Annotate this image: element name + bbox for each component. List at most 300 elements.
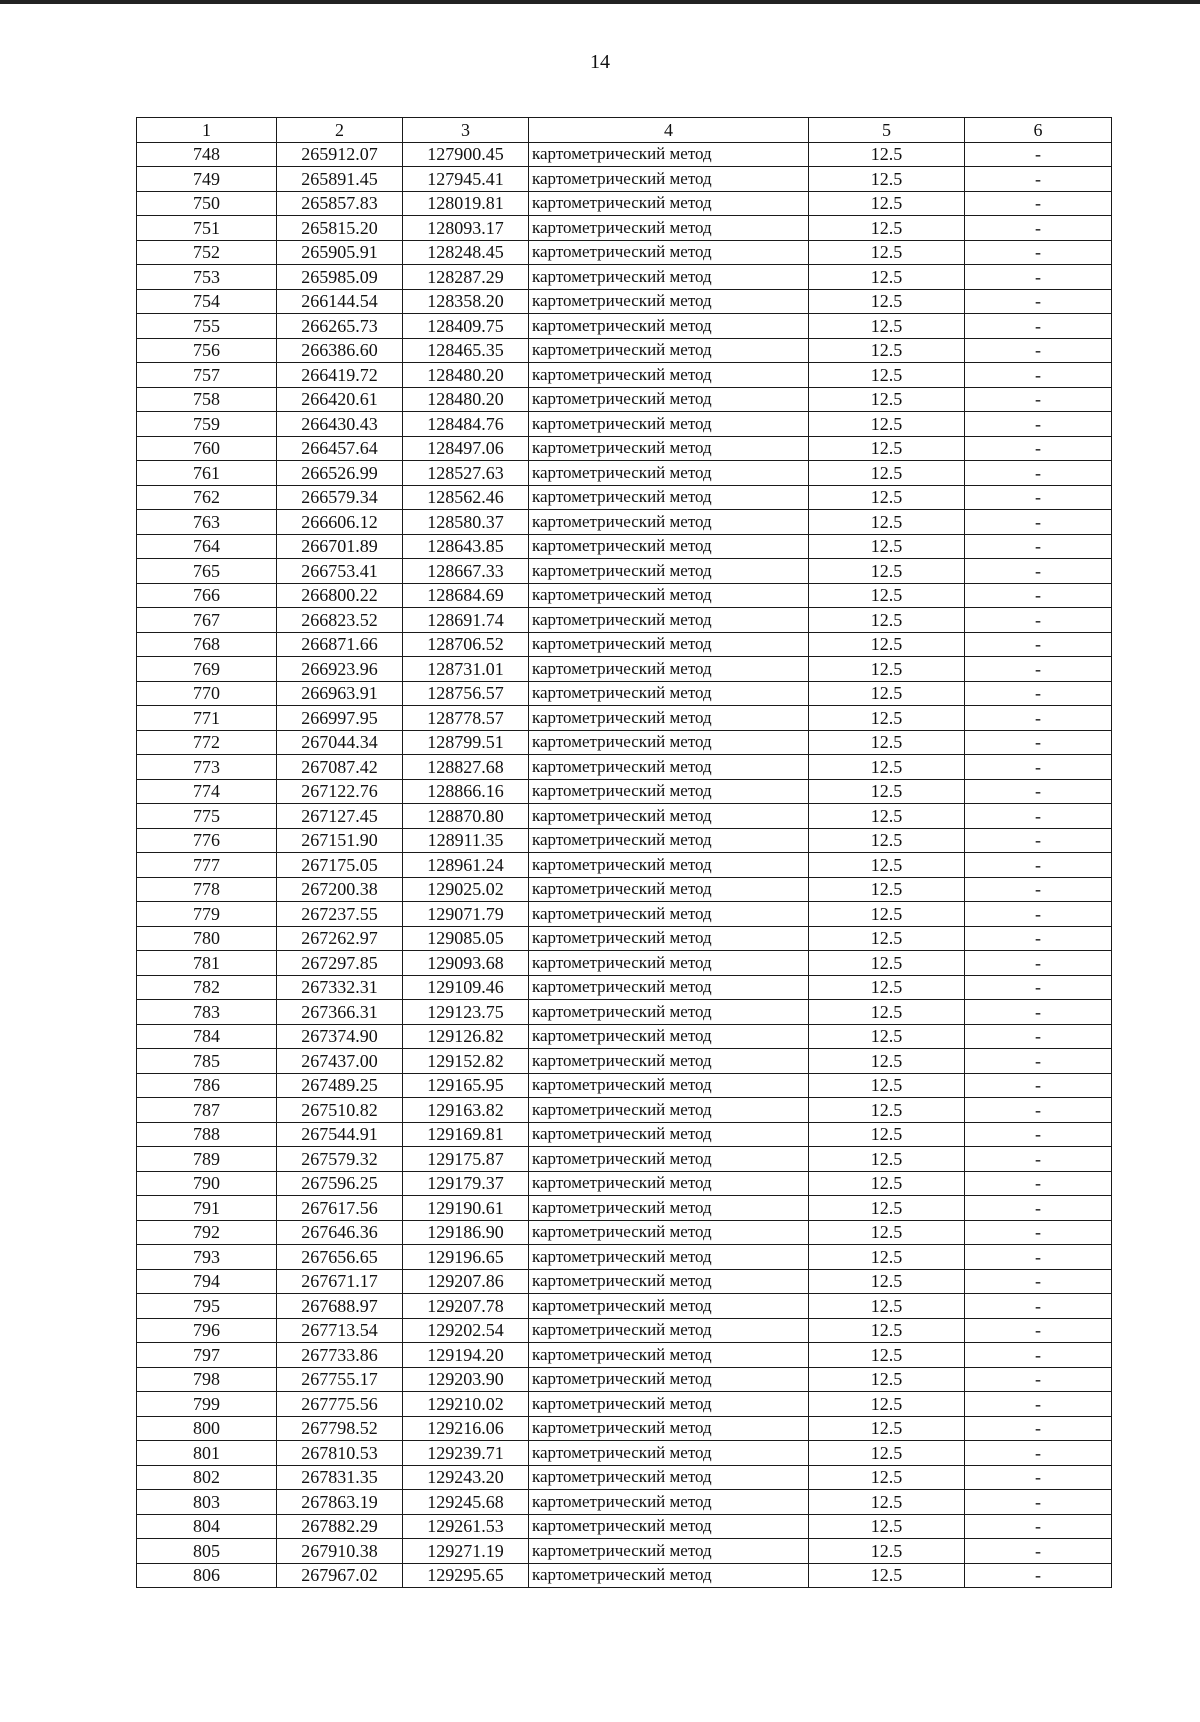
method-cell: картометрический метод [529,412,809,437]
note-cell: - [965,461,1112,486]
y-coordinate-cell: 129093.68 [403,951,529,976]
table-row [137,583,1112,608]
y-coordinate-cell: 129203.90 [403,1367,529,1392]
table-row [137,1343,1112,1368]
method-cell: картометрический метод [529,1490,809,1515]
table-row [137,681,1112,706]
note-cell: - [965,1024,1112,1049]
method-cell: картометрический метод [529,1294,809,1319]
table-row [137,559,1112,584]
method-cell: картометрический метод [529,853,809,878]
note-cell: - [965,681,1112,706]
table-row [137,853,1112,878]
accuracy-cell: 12.5 [809,265,965,290]
x-coordinate-cell: 267646.36 [277,1220,403,1245]
x-coordinate-cell: 267596.25 [277,1171,403,1196]
point-number-cell: 753 [137,265,277,290]
accuracy-cell: 12.5 [809,1392,965,1417]
table-row [137,142,1112,167]
accuracy-cell: 12.5 [809,1490,965,1515]
note-cell: - [965,1563,1112,1588]
accuracy-cell: 12.5 [809,436,965,461]
point-number-cell: 783 [137,1000,277,1025]
table-row [137,1220,1112,1245]
x-coordinate-cell: 267437.00 [277,1049,403,1074]
accuracy-cell: 12.5 [809,1196,965,1221]
note-cell: - [965,240,1112,265]
point-number-cell: 785 [137,1049,277,1074]
accuracy-cell: 12.5 [809,240,965,265]
table-row [137,804,1112,829]
accuracy-cell: 12.5 [809,1318,965,1343]
method-cell: картометрический метод [529,338,809,363]
accuracy-cell: 12.5 [809,1220,965,1245]
y-coordinate-cell: 128667.33 [403,559,529,584]
x-coordinate-cell: 267810.53 [277,1441,403,1466]
note-cell: - [965,853,1112,878]
x-coordinate-cell: 267366.31 [277,1000,403,1025]
accuracy-cell: 12.5 [809,608,965,633]
note-cell: - [965,1539,1112,1564]
table-row [137,1269,1112,1294]
method-cell: картометрический метод [529,534,809,559]
method-cell: картометрический метод [529,608,809,633]
accuracy-cell: 12.5 [809,1024,965,1049]
table-row [137,1000,1112,1025]
accuracy-cell: 12.5 [809,1073,965,1098]
note-cell: - [965,1343,1112,1368]
method-cell: картометрический метод [529,1049,809,1074]
note-cell: - [965,828,1112,853]
point-number-cell: 803 [137,1490,277,1515]
table-row [137,1245,1112,1270]
x-coordinate-cell: 267332.31 [277,975,403,1000]
method-cell: картометрический метод [529,1245,809,1270]
point-number-cell: 774 [137,779,277,804]
x-coordinate-cell: 266386.60 [277,338,403,363]
y-coordinate-cell: 129175.87 [403,1147,529,1172]
note-cell: - [965,1000,1112,1025]
coordinates-table-container [136,117,1111,1588]
accuracy-cell: 12.5 [809,926,965,951]
point-number-cell: 752 [137,240,277,265]
method-cell: картометрический метод [529,1147,809,1172]
y-coordinate-cell: 129243.20 [403,1465,529,1490]
accuracy-cell: 12.5 [809,779,965,804]
point-number-cell: 763 [137,510,277,535]
note-cell: - [965,338,1112,363]
point-number-cell: 760 [137,436,277,461]
note-cell: - [965,1098,1112,1123]
table-row [137,387,1112,412]
accuracy-cell: 12.5 [809,191,965,216]
y-coordinate-cell: 128756.57 [403,681,529,706]
x-coordinate-cell: 267374.90 [277,1024,403,1049]
table-row [137,730,1112,755]
table-header [137,118,1112,143]
point-number-cell: 773 [137,755,277,780]
point-number-cell: 786 [137,1073,277,1098]
point-number-cell: 788 [137,1122,277,1147]
table-row [137,951,1112,976]
point-number-cell: 795 [137,1294,277,1319]
x-coordinate-cell: 266701.89 [277,534,403,559]
point-number-cell: 796 [137,1318,277,1343]
point-number-cell: 756 [137,338,277,363]
accuracy-cell: 12.5 [809,142,965,167]
accuracy-cell: 12.5 [809,853,965,878]
table-row [137,1318,1112,1343]
scan-top-border [0,0,1200,4]
x-coordinate-cell: 265857.83 [277,191,403,216]
point-number-cell: 771 [137,706,277,731]
point-number-cell: 800 [137,1416,277,1441]
method-cell: картометрический метод [529,289,809,314]
page-number: 14 [590,51,610,73]
accuracy-cell: 12.5 [809,877,965,902]
y-coordinate-cell: 128911.35 [403,828,529,853]
x-coordinate-cell: 266457.64 [277,436,403,461]
note-cell: - [965,926,1112,951]
y-coordinate-cell: 128961.24 [403,853,529,878]
y-coordinate-cell: 128409.75 [403,314,529,339]
table-row [137,510,1112,535]
point-number-cell: 797 [137,1343,277,1368]
x-coordinate-cell: 267175.05 [277,853,403,878]
table-row [137,902,1112,927]
y-coordinate-cell: 129169.81 [403,1122,529,1147]
y-coordinate-cell: 129152.82 [403,1049,529,1074]
accuracy-cell: 12.5 [809,657,965,682]
method-cell: картометрический метод [529,240,809,265]
point-number-cell: 762 [137,485,277,510]
header-col-3: 3 [403,118,529,143]
method-cell: картометрический метод [529,1441,809,1466]
note-cell: - [965,632,1112,657]
x-coordinate-cell: 266265.73 [277,314,403,339]
y-coordinate-cell: 128799.51 [403,730,529,755]
point-number-cell: 799 [137,1392,277,1417]
note-cell: - [965,706,1112,731]
method-cell: картометрический метод [529,1171,809,1196]
accuracy-cell: 12.5 [809,167,965,192]
accuracy-cell: 12.5 [809,534,965,559]
method-cell: картометрический метод [529,951,809,976]
y-coordinate-cell: 128093.17 [403,216,529,241]
y-coordinate-cell: 128358.20 [403,289,529,314]
table-row [137,1024,1112,1049]
table-row [137,1441,1112,1466]
note-cell: - [965,216,1112,241]
table-row [137,534,1112,559]
table-body [137,142,1112,1588]
x-coordinate-cell: 267579.32 [277,1147,403,1172]
x-coordinate-cell: 267510.82 [277,1098,403,1123]
note-cell: - [965,510,1112,535]
note-cell: - [965,951,1112,976]
y-coordinate-cell: 128497.06 [403,436,529,461]
x-coordinate-cell: 267775.56 [277,1392,403,1417]
method-cell: картометрический метод [529,363,809,388]
method-cell: картометрический метод [529,1220,809,1245]
x-coordinate-cell: 267617.56 [277,1196,403,1221]
accuracy-cell: 12.5 [809,1122,965,1147]
y-coordinate-cell: 129025.02 [403,877,529,902]
x-coordinate-cell: 267831.35 [277,1465,403,1490]
table-row [137,412,1112,437]
accuracy-cell: 12.5 [809,951,965,976]
method-cell: картометрический метод [529,1392,809,1417]
method-cell: картометрический метод [529,1269,809,1294]
accuracy-cell: 12.5 [809,1465,965,1490]
method-cell: картометрический метод [529,804,809,829]
y-coordinate-cell: 128527.63 [403,461,529,486]
accuracy-cell: 12.5 [809,632,965,657]
method-cell: картометрический метод [529,902,809,927]
accuracy-cell: 12.5 [809,559,965,584]
x-coordinate-cell: 267122.76 [277,779,403,804]
point-number-cell: 784 [137,1024,277,1049]
table-row [137,1294,1112,1319]
accuracy-cell: 12.5 [809,461,965,486]
y-coordinate-cell: 128706.52 [403,632,529,657]
header-col-1: 1 [137,118,277,143]
method-cell: картометрический метод [529,632,809,657]
y-coordinate-cell: 129194.20 [403,1343,529,1368]
point-number-cell: 772 [137,730,277,755]
x-coordinate-cell: 266963.91 [277,681,403,706]
method-cell: картометрический метод [529,1465,809,1490]
method-cell: картометрический метод [529,755,809,780]
y-coordinate-cell: 129210.02 [403,1392,529,1417]
y-coordinate-cell: 128870.80 [403,804,529,829]
note-cell: - [965,804,1112,829]
y-coordinate-cell: 129179.37 [403,1171,529,1196]
table-row [137,1563,1112,1588]
point-number-cell: 806 [137,1563,277,1588]
note-cell: - [965,1367,1112,1392]
accuracy-cell: 12.5 [809,387,965,412]
x-coordinate-cell: 266579.34 [277,485,403,510]
note-cell: - [965,1465,1112,1490]
y-coordinate-cell: 127900.45 [403,142,529,167]
table-row [137,216,1112,241]
table-row [137,1490,1112,1515]
y-coordinate-cell: 129109.46 [403,975,529,1000]
method-cell: картометрический метод [529,510,809,535]
method-cell: картометрический метод [529,706,809,731]
y-coordinate-cell: 129216.06 [403,1416,529,1441]
table-row [137,779,1112,804]
method-cell: картометрический метод [529,387,809,412]
x-coordinate-cell: 267656.65 [277,1245,403,1270]
method-cell: картометрический метод [529,975,809,1000]
y-coordinate-cell: 128684.69 [403,583,529,608]
accuracy-cell: 12.5 [809,681,965,706]
table-row [137,1416,1112,1441]
y-coordinate-cell: 128480.20 [403,363,529,388]
note-cell: - [965,779,1112,804]
method-cell: картометрический метод [529,681,809,706]
y-coordinate-cell: 129186.90 [403,1220,529,1245]
note-cell: - [965,730,1112,755]
y-coordinate-cell: 128480.20 [403,387,529,412]
method-cell: картометрический метод [529,926,809,951]
x-coordinate-cell: 267882.29 [277,1514,403,1539]
x-coordinate-cell: 267688.97 [277,1294,403,1319]
x-coordinate-cell: 266420.61 [277,387,403,412]
method-cell: картометрический метод [529,461,809,486]
note-cell: - [965,1392,1112,1417]
y-coordinate-cell: 129271.19 [403,1539,529,1564]
note-cell: - [965,1245,1112,1270]
x-coordinate-cell: 267200.38 [277,877,403,902]
note-cell: - [965,608,1112,633]
table-row [137,926,1112,951]
y-coordinate-cell: 129123.75 [403,1000,529,1025]
table-row [137,828,1112,853]
accuracy-cell: 12.5 [809,1098,965,1123]
x-coordinate-cell: 267044.34 [277,730,403,755]
coordinates-table [136,117,1112,1588]
x-coordinate-cell: 267087.42 [277,755,403,780]
table-row [137,363,1112,388]
y-coordinate-cell: 129163.82 [403,1098,529,1123]
x-coordinate-cell: 267863.19 [277,1490,403,1515]
x-coordinate-cell: 267967.02 [277,1563,403,1588]
x-coordinate-cell: 266800.22 [277,583,403,608]
accuracy-cell: 12.5 [809,975,965,1000]
x-coordinate-cell: 267755.17 [277,1367,403,1392]
point-number-cell: 758 [137,387,277,412]
x-coordinate-cell: 266526.99 [277,461,403,486]
note-cell: - [965,1147,1112,1172]
y-coordinate-cell: 128287.29 [403,265,529,290]
note-cell: - [965,1220,1112,1245]
method-cell: картометрический метод [529,1000,809,1025]
x-coordinate-cell: 265985.09 [277,265,403,290]
point-number-cell: 776 [137,828,277,853]
header-row [137,118,1112,143]
point-number-cell: 765 [137,559,277,584]
x-coordinate-cell: 266871.66 [277,632,403,657]
method-cell: картометрический метод [529,1024,809,1049]
note-cell: - [965,902,1112,927]
note-cell: - [965,412,1112,437]
note-cell: - [965,314,1112,339]
note-cell: - [965,1441,1112,1466]
note-cell: - [965,1073,1112,1098]
method-cell: картометрический метод [529,657,809,682]
note-cell: - [965,1490,1112,1515]
point-number-cell: 793 [137,1245,277,1270]
table-row [137,1392,1112,1417]
method-cell: картометрический метод [529,1196,809,1221]
accuracy-cell: 12.5 [809,1294,965,1319]
point-number-cell: 764 [137,534,277,559]
accuracy-cell: 12.5 [809,1416,965,1441]
accuracy-cell: 12.5 [809,1269,965,1294]
method-cell: картометрический метод [529,1416,809,1441]
point-number-cell: 805 [137,1539,277,1564]
point-number-cell: 804 [137,1514,277,1539]
accuracy-cell: 12.5 [809,363,965,388]
x-coordinate-cell: 267713.54 [277,1318,403,1343]
note-cell: - [965,755,1112,780]
x-coordinate-cell: 266823.52 [277,608,403,633]
y-coordinate-cell: 127945.41 [403,167,529,192]
point-number-cell: 789 [137,1147,277,1172]
method-cell: картометрический метод [529,142,809,167]
y-coordinate-cell: 129085.05 [403,926,529,951]
table-row [137,632,1112,657]
accuracy-cell: 12.5 [809,804,965,829]
note-cell: - [965,534,1112,559]
method-cell: картометрический метод [529,1122,809,1147]
y-coordinate-cell: 129190.61 [403,1196,529,1221]
accuracy-cell: 12.5 [809,755,965,780]
note-cell: - [965,191,1112,216]
note-cell: - [965,583,1112,608]
table-row [137,240,1112,265]
x-coordinate-cell: 266753.41 [277,559,403,584]
accuracy-cell: 12.5 [809,289,965,314]
point-number-cell: 749 [137,167,277,192]
table-row [137,975,1112,1000]
note-cell: - [965,167,1112,192]
accuracy-cell: 12.5 [809,1563,965,1588]
note-cell: - [965,363,1112,388]
y-coordinate-cell: 129196.65 [403,1245,529,1270]
table-row [137,1196,1112,1221]
y-coordinate-cell: 129202.54 [403,1318,529,1343]
y-coordinate-cell: 128580.37 [403,510,529,535]
x-coordinate-cell: 267671.17 [277,1269,403,1294]
x-coordinate-cell: 267151.90 [277,828,403,853]
table-row [137,1049,1112,1074]
accuracy-cell: 12.5 [809,1514,965,1539]
accuracy-cell: 12.5 [809,706,965,731]
table-row [137,461,1112,486]
y-coordinate-cell: 128778.57 [403,706,529,731]
point-number-cell: 748 [137,142,277,167]
table-row [137,1465,1112,1490]
y-coordinate-cell: 128691.74 [403,608,529,633]
x-coordinate-cell: 266923.96 [277,657,403,682]
y-coordinate-cell: 128019.81 [403,191,529,216]
x-coordinate-cell: 266419.72 [277,363,403,388]
point-number-cell: 775 [137,804,277,829]
x-coordinate-cell: 267733.86 [277,1343,403,1368]
accuracy-cell: 12.5 [809,1539,965,1564]
method-cell: картометрический метод [529,1318,809,1343]
x-coordinate-cell: 267798.52 [277,1416,403,1441]
accuracy-cell: 12.5 [809,216,965,241]
table-row [137,706,1112,731]
table-row [137,1073,1112,1098]
note-cell: - [965,559,1112,584]
method-cell: картометрический метод [529,877,809,902]
x-coordinate-cell: 267127.45 [277,804,403,829]
method-cell: картометрический метод [529,1563,809,1588]
method-cell: картометрический метод [529,436,809,461]
table-row [137,314,1112,339]
method-cell: картометрический метод [529,1514,809,1539]
y-coordinate-cell: 129261.53 [403,1514,529,1539]
y-coordinate-cell: 129239.71 [403,1441,529,1466]
y-coordinate-cell: 128562.46 [403,485,529,510]
accuracy-cell: 12.5 [809,583,965,608]
